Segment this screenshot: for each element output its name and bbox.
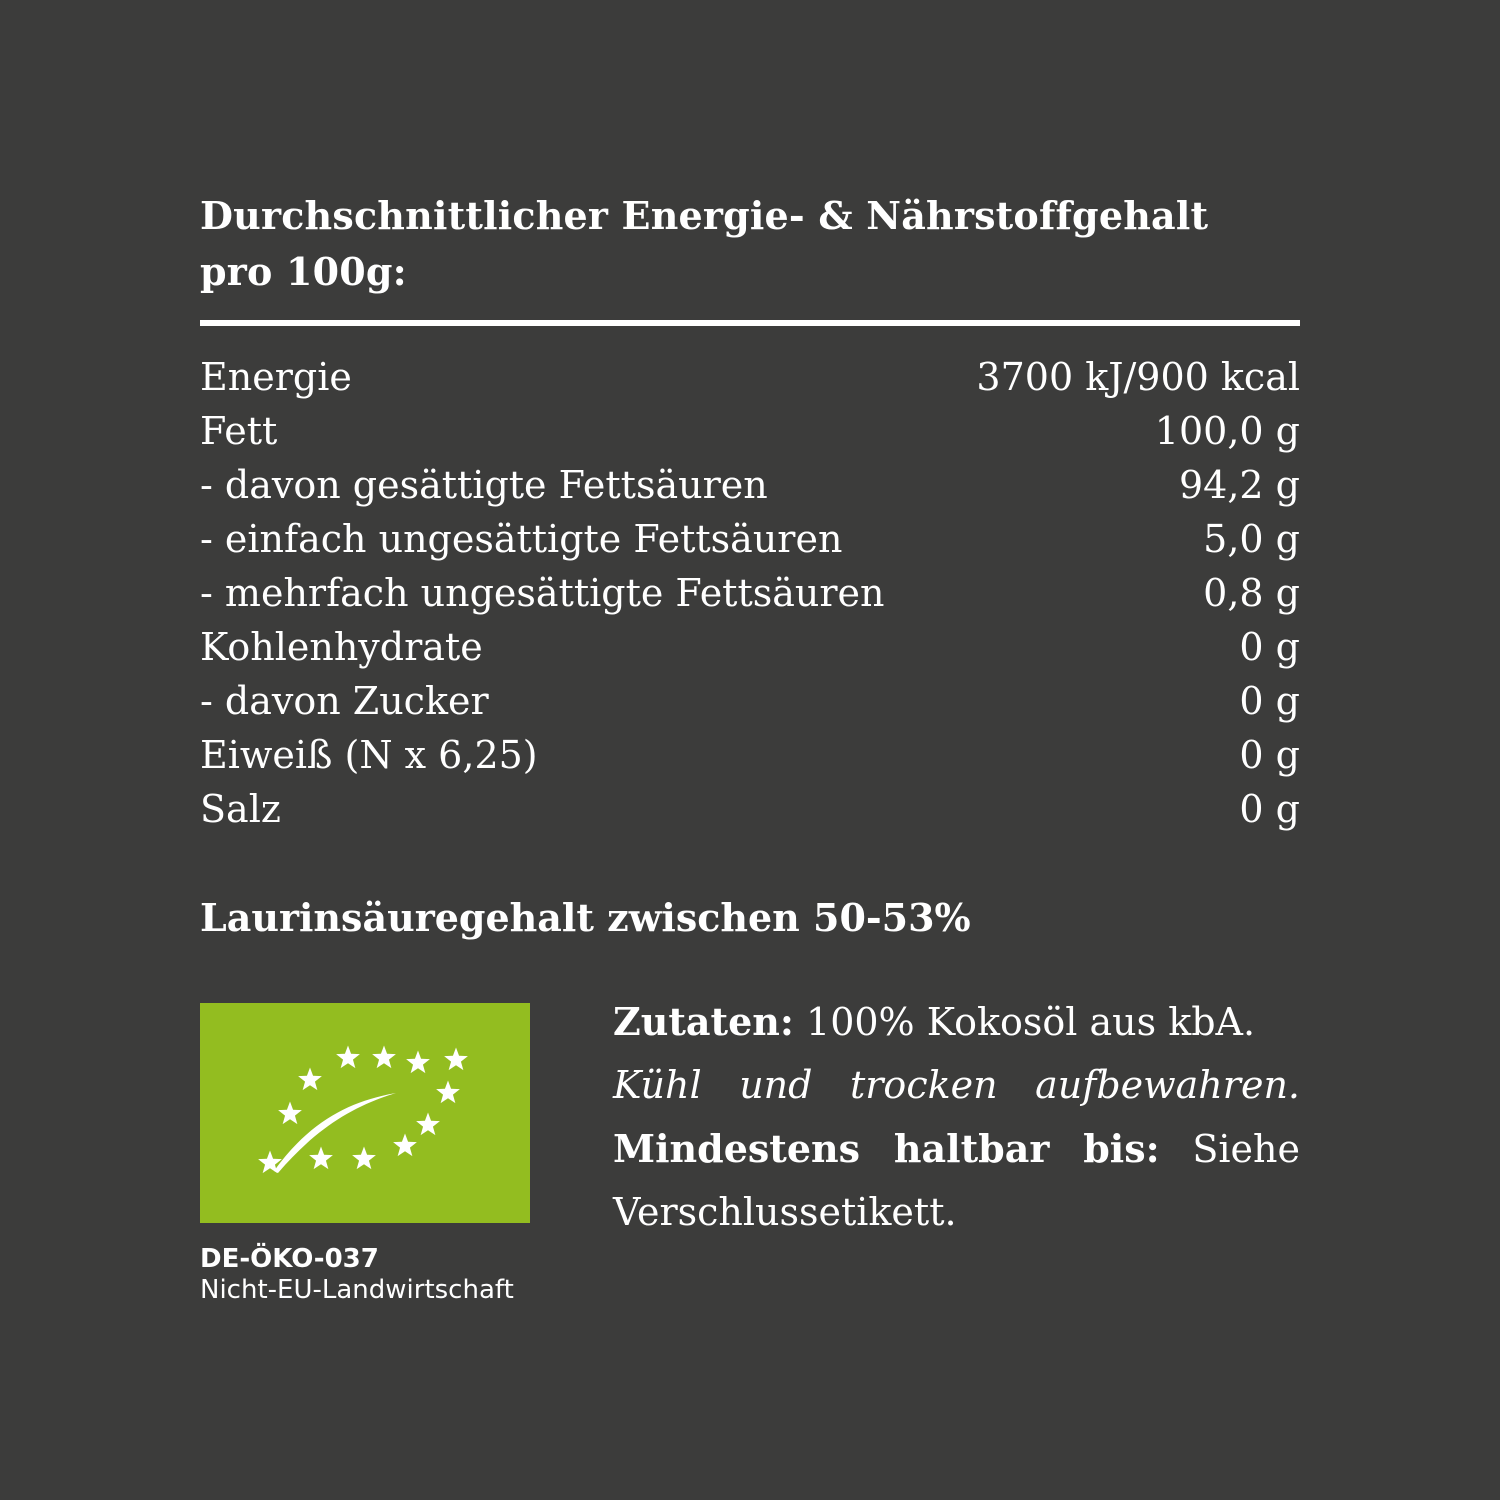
star-icon: [406, 1051, 430, 1074]
nutrition-value: 0 g: [1239, 733, 1300, 777]
certification-code: DE-ÖKO-037: [200, 1244, 379, 1274]
nutrition-label: - davon Zucker: [200, 679, 489, 723]
nutrition-value: 0 g: [1239, 625, 1300, 669]
divider-rule: [200, 320, 1300, 326]
nutrition-label: Kohlenhydrate: [200, 625, 483, 669]
heading-line-1: Durchschnittlicher Energie- & Nährstoffgehalt: [200, 193, 1209, 238]
nutrition-row-zucker: [200, 674, 1300, 728]
star-icon: [298, 1068, 322, 1091]
nutrition-row-eiweiss: [200, 728, 1300, 782]
nutrition-row-energie: [200, 350, 1300, 404]
ingredients-label: Zutaten:: [613, 999, 794, 1044]
nutrition-row-kohlenhydrate: [200, 620, 1300, 674]
nutrition-label: Energie: [200, 355, 352, 399]
nutrition-label: - mehrfach ungesättigte Fettsäuren: [200, 571, 885, 615]
star-icon: [416, 1113, 440, 1136]
nutrition-label: Salz: [200, 787, 281, 831]
nutrition-row-mehrfach-ungesaettigte: [200, 566, 1300, 620]
star-icon: [352, 1147, 376, 1170]
storage-note: Kühl und trocken aufbewahren.: [613, 1063, 1300, 1107]
best-before-value: Siehe Verschlussetikett.: [613, 1127, 1300, 1234]
nutrition-label: Eiweiß (N x 6,25): [200, 733, 538, 777]
star-icon: [436, 1081, 460, 1104]
nutrition-value: 0 g: [1239, 787, 1300, 831]
lauric-acid-note: Laurinsäuregehalt zwischen 50-53%: [200, 895, 971, 940]
nutrition-value: 0,8 g: [1203, 571, 1300, 615]
star-icon: [444, 1048, 468, 1071]
nutrition-label: - einfach ungesättigte Fettsäuren: [200, 517, 843, 561]
nutrition-table: [200, 350, 1300, 836]
certification: [200, 1244, 514, 1306]
ingredients-value: 100% Kokosöl aus kbA.: [793, 1000, 1256, 1044]
nutrition-value: 5,0 g: [1203, 517, 1300, 561]
nutrition-row-einfach-ungesaettigte: [200, 512, 1300, 566]
star-icon: [309, 1147, 333, 1170]
nutrition-row-gesaettigte: [200, 458, 1300, 512]
eu-organic-leaf-icon: [200, 1003, 530, 1223]
nutrition-row-fett: [200, 404, 1300, 458]
heading-line-2: pro 100g:: [200, 249, 407, 294]
nutrition-value: 3700 kJ/900 kcal: [976, 355, 1300, 399]
star-icon: [336, 1046, 360, 1069]
star-icon: [278, 1102, 302, 1125]
nutrition-value: 0 g: [1239, 679, 1300, 723]
product-info: [613, 990, 1300, 1244]
best-before: [613, 1117, 1300, 1244]
ingredients: [613, 990, 1300, 1054]
star-icon: [393, 1134, 417, 1157]
best-before-label: Mindestens haltbar bis:: [613, 1126, 1160, 1171]
nutrition-value: 94,2 g: [1178, 463, 1300, 507]
eu-organic-logo: [200, 1003, 530, 1223]
nutrition-row-salz: [200, 782, 1300, 836]
nutrition-heading: [200, 188, 1300, 300]
star-icon: [372, 1046, 396, 1069]
nutrition-label: Fett: [200, 409, 278, 453]
nutrition-value: 100,0 g: [1154, 409, 1300, 453]
nutrition-label: - davon gesättigte Fettsäuren: [200, 463, 768, 507]
certification-origin: Nicht-EU-Landwirtschaft: [200, 1275, 514, 1305]
